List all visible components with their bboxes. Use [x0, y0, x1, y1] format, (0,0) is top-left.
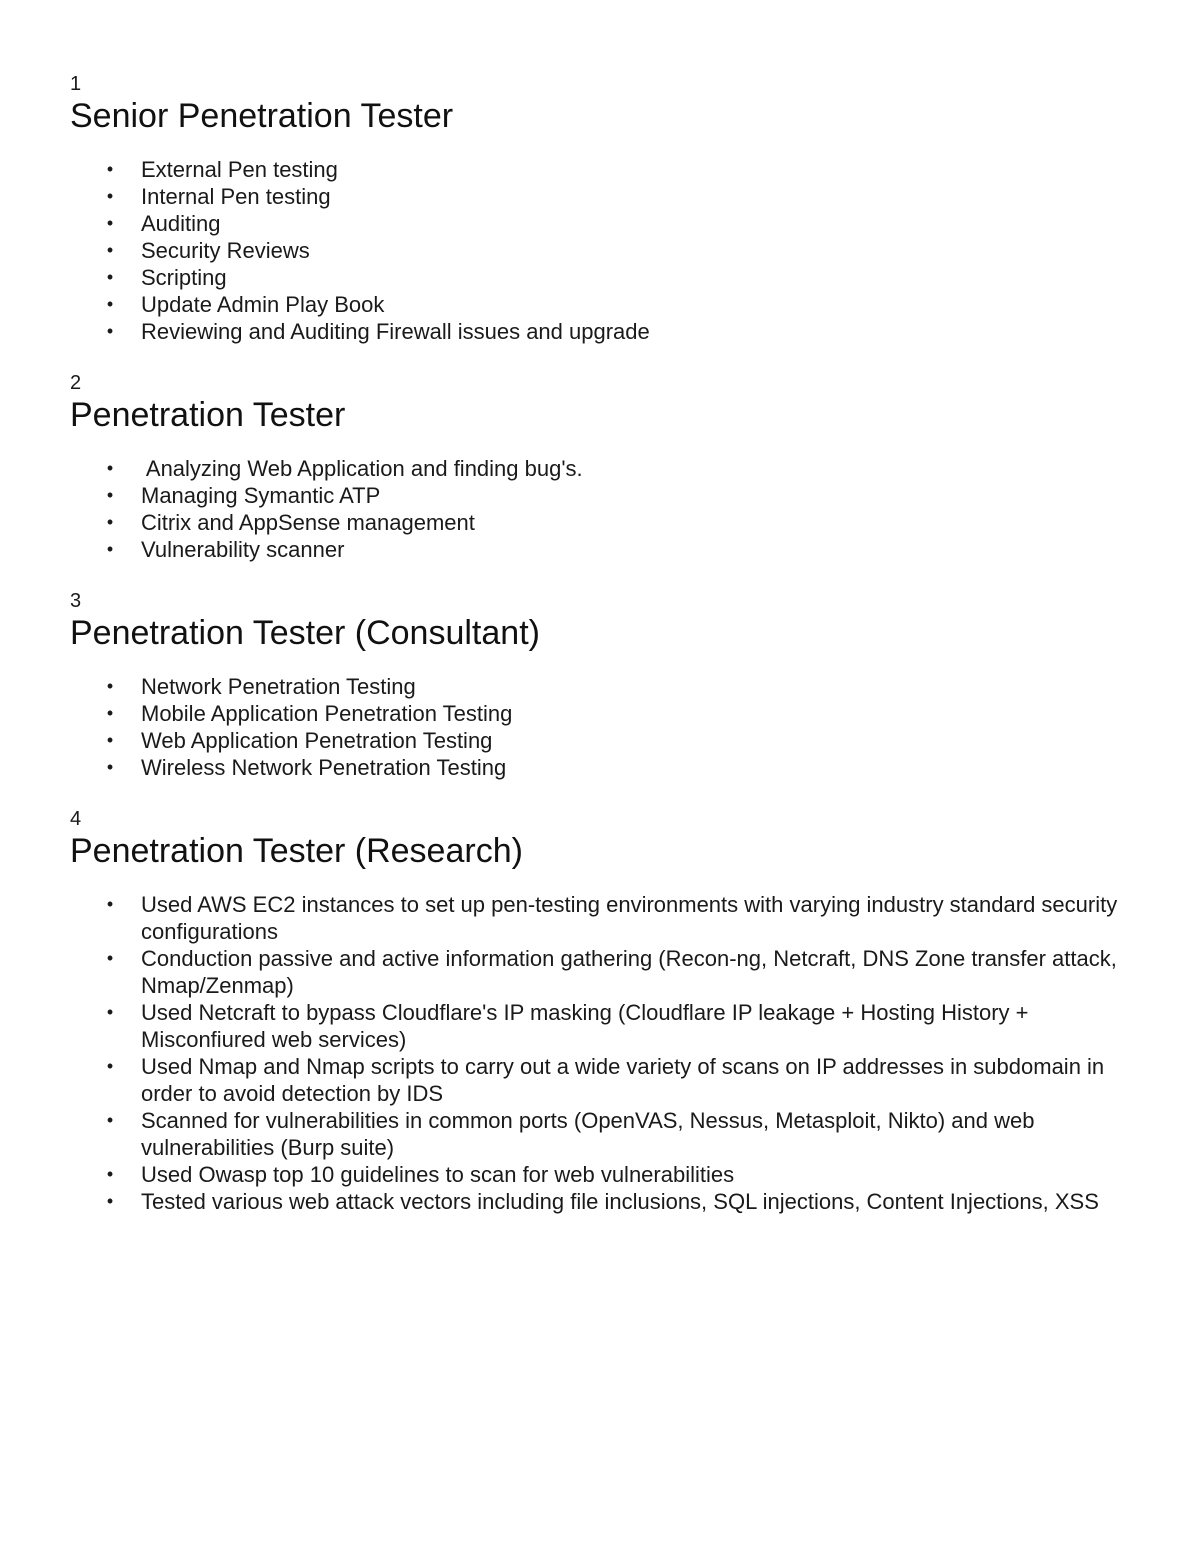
list-item — [70, 536, 1130, 563]
bullet-icon: • — [106, 1110, 114, 1130]
section-number: 2 — [70, 372, 82, 394]
list-item — [70, 754, 1130, 781]
list-item — [70, 455, 1130, 482]
list-item — [70, 700, 1130, 727]
bullet-icon: • — [106, 539, 114, 559]
bullet-icon: • — [106, 894, 114, 914]
document-page — [70, 72, 1130, 1241]
bullet-icon: • — [106, 703, 114, 723]
list-item-text: Tested various web attack vectors including file inclusions, SQL injections, Content Injections, XSS — [141, 1189, 1099, 1214]
list-item-text: Conduction passive and active information gathering (Recon-ng, Netcraft, DNS Zone transfer attack, Nmap/Zenmap) — [141, 946, 1117, 998]
list-item — [70, 727, 1130, 754]
list-item — [70, 210, 1130, 237]
bullet-icon: • — [106, 1191, 114, 1211]
duty-list — [70, 673, 1130, 781]
list-item — [70, 1188, 1130, 1215]
list-item — [70, 1107, 1130, 1161]
bullet-icon: • — [106, 159, 114, 179]
bullet-icon: • — [106, 485, 114, 505]
bullet-icon: • — [106, 294, 114, 314]
bullet-icon: • — [106, 1056, 114, 1076]
bullet-icon: • — [106, 458, 114, 478]
list-item-text: Wireless Network Penetration Testing — [141, 755, 507, 780]
list-item — [70, 482, 1130, 509]
list-item-text: Used Netcraft to bypass Cloudflare's IP masking (Cloudflare IP leakage + Hosting History + Misconfiured web services) — [141, 1000, 1029, 1052]
duty-list — [70, 156, 1130, 345]
bullet-icon: • — [106, 240, 114, 260]
list-item — [70, 318, 1130, 345]
list-item — [70, 156, 1130, 183]
list-item-text: External Pen testing — [141, 157, 338, 182]
list-item-text: Web Application Penetration Testing — [141, 728, 493, 753]
list-item-text: Auditing — [141, 211, 221, 236]
job-title: Penetration Tester (Research) — [70, 832, 523, 870]
duty-list — [70, 891, 1130, 1215]
list-item-text: Used Nmap and Nmap scripts to carry out a wide variety of scans on IP addresses in subdomain in order to avoid detection by IDS — [141, 1054, 1105, 1106]
job-title: Penetration Tester (Consultant) — [70, 614, 540, 652]
bullet-icon: • — [106, 213, 114, 233]
list-item — [70, 264, 1130, 291]
duty-list — [70, 455, 1130, 563]
job-section-2 — [70, 371, 1130, 563]
bullet-icon: • — [106, 321, 114, 341]
list-item-text: Citrix and AppSense management — [141, 510, 475, 535]
section-number: 4 — [70, 808, 82, 830]
list-item — [70, 237, 1130, 264]
list-item — [70, 509, 1130, 536]
list-item-text: Internal Pen testing — [141, 184, 331, 209]
bullet-icon: • — [106, 186, 114, 206]
list-item-text: Used Owasp top 10 guidelines to scan for web vulnerabilities — [141, 1162, 735, 1187]
list-item-text: Managing Symantic ATP — [141, 483, 381, 508]
list-item-text: Mobile Application Penetration Testing — [141, 701, 513, 726]
bullet-icon: • — [106, 512, 114, 532]
bullet-icon: • — [106, 730, 114, 750]
list-item — [70, 1161, 1130, 1188]
section-number: 1 — [70, 73, 82, 95]
bullet-icon: • — [106, 676, 114, 696]
section-number: 3 — [70, 590, 82, 612]
list-item-text: Reviewing and Auditing Firewall issues and upgrade — [141, 319, 650, 344]
job-section-3 — [70, 589, 1130, 781]
list-item — [70, 945, 1130, 999]
list-item — [70, 891, 1130, 945]
bullet-icon: • — [106, 1002, 114, 1022]
list-item — [70, 1053, 1130, 1107]
list-item-text: Update Admin Play Book — [141, 292, 385, 317]
job-section-4 — [70, 807, 1130, 1215]
list-item — [70, 673, 1130, 700]
list-item-text: Used AWS EC2 instances to set up pen-testing environments with varying industry standard security configurations — [141, 892, 1118, 944]
bullet-icon: • — [106, 948, 114, 968]
list-item-text: Vulnerability scanner — [141, 537, 345, 562]
job-title: Penetration Tester — [70, 396, 346, 434]
bullet-icon: • — [106, 757, 114, 777]
bullet-icon: • — [106, 267, 114, 287]
bullet-icon: • — [106, 1164, 114, 1184]
list-item — [70, 291, 1130, 318]
list-item-text: Security Reviews — [141, 238, 310, 263]
list-item — [70, 999, 1130, 1053]
list-item — [70, 183, 1130, 210]
job-section-1 — [70, 72, 1130, 345]
list-item-text: Network Penetration Testing — [141, 674, 416, 699]
job-title: Senior Penetration Tester — [70, 97, 454, 135]
list-item-text: Scripting — [141, 265, 227, 290]
list-item-text: Scanned for vulnerabilities in common ports (OpenVAS, Nessus, Metasploit, Nikto) and web vulnerabilities (Burp suite) — [141, 1108, 1035, 1160]
list-item-text: Analyzing Web Application and finding bug's. — [141, 456, 583, 481]
